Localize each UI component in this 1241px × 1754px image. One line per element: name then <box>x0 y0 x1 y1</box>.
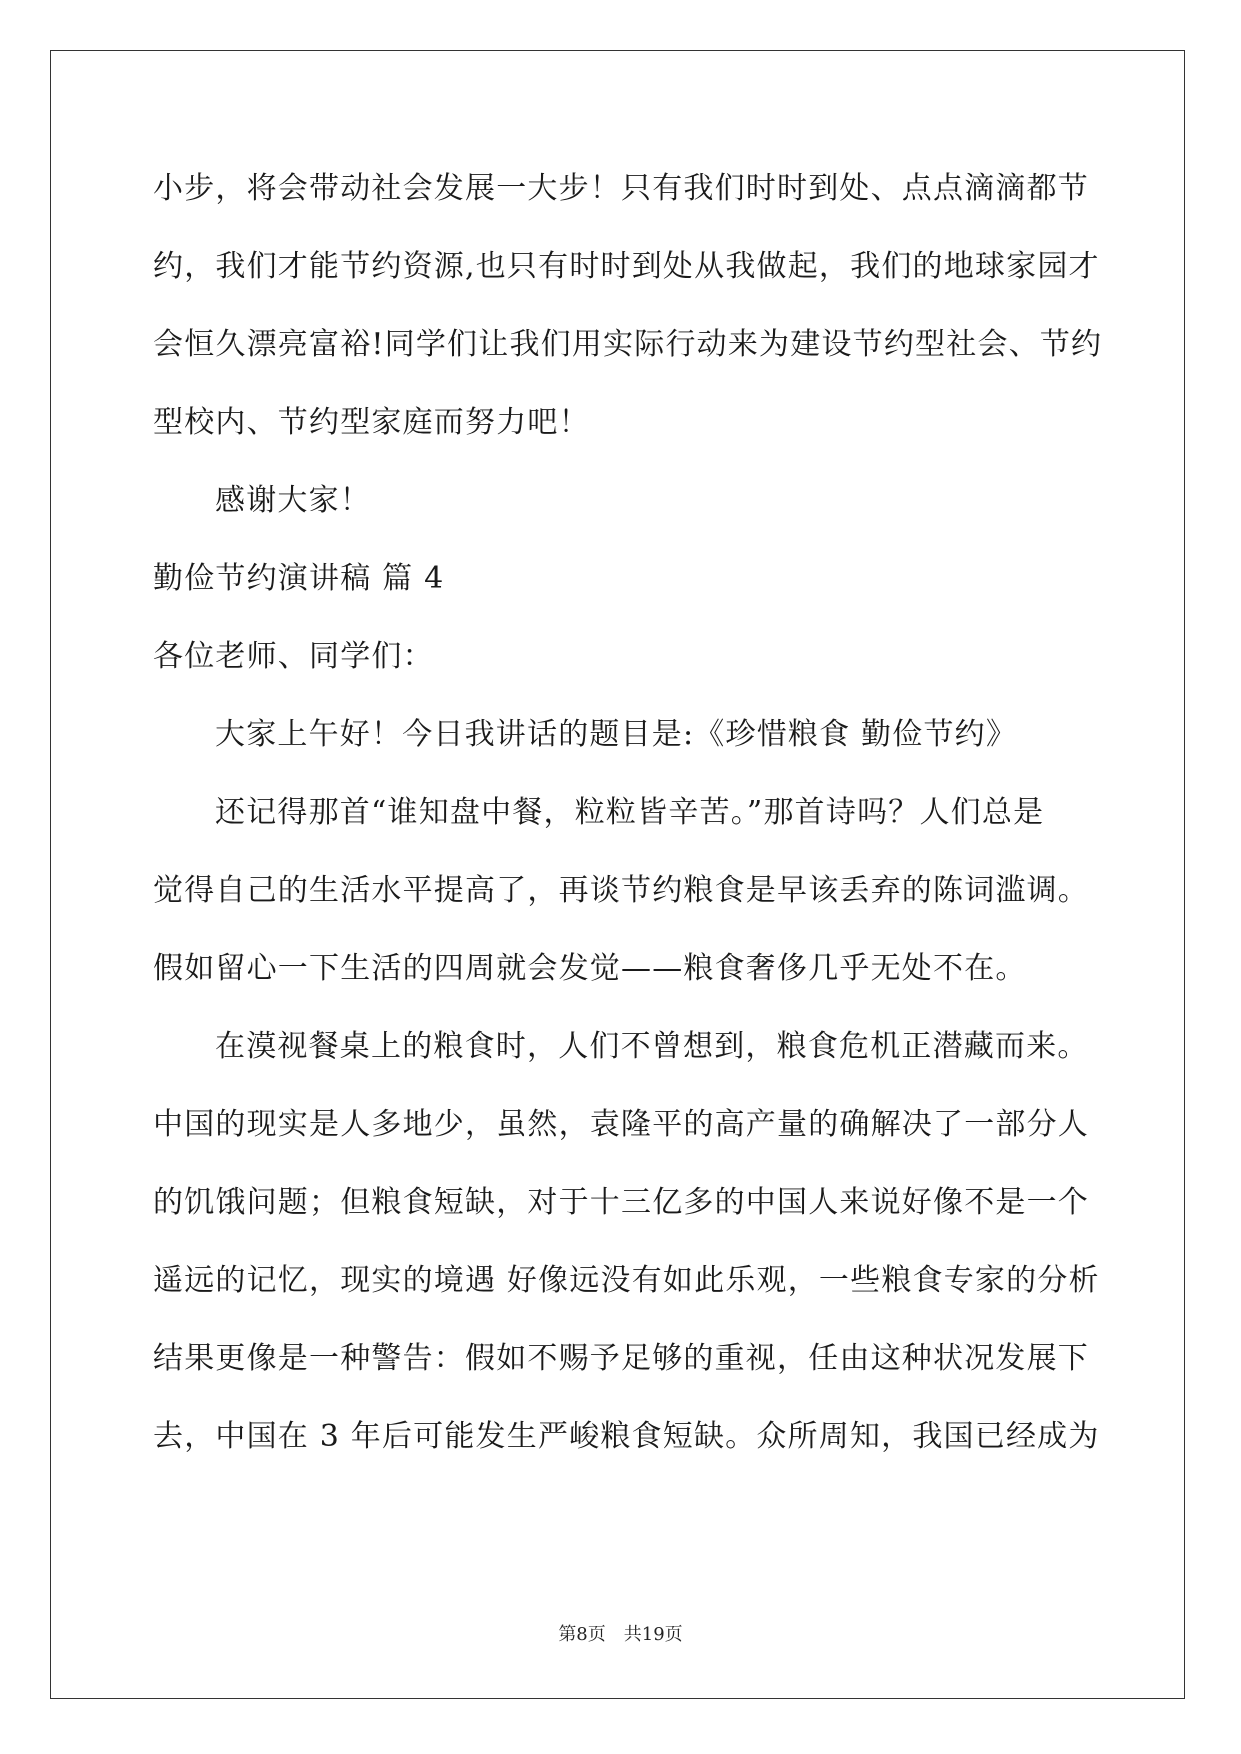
text-line: 小步，将会带动社会发展一大步！只有我们时时到处、点点滴滴都节 <box>153 171 1089 206</box>
text-line: 中国的现实是人多地少，虽然，袁隆平的高产量的确解决了一部分人 <box>153 1107 1089 1142</box>
text-line: 去，中国在 3 年后可能发生严峻粮食短缺。众所周知，我国已经成为 <box>153 1419 1100 1454</box>
salutation: 各位老师、同学们： <box>153 639 434 674</box>
text-line: 感谢大家！ <box>215 483 371 518</box>
text-line: 遥远的记忆，现实的境遇 好像远没有如此乐观，一些粮食专家的分析 <box>153 1263 1100 1298</box>
text-line: 型校内、节约型家庭而努力吧！ <box>153 405 590 440</box>
text-line: 觉得自己的生活水平提高了，再谈节约粮食是早该丢弃的陈词滥调。 <box>153 873 1089 908</box>
text-line: 大家上午好！今日我讲话的题目是:《珍惜粮食 勤俭节约》 <box>215 717 1018 752</box>
text-line: 还记得那首“谁知盘中餐，粒粒皆辛苦。”那首诗吗？人们总是 <box>215 795 1045 830</box>
text-line: 假如留心一下生活的四周就会发觉——粮食奢侈几乎无处不在。 <box>153 951 1027 986</box>
text-line: 约，我们才能节约资源,也只有时时到处从我做起，我们的地球家园才 <box>153 249 1100 284</box>
text-line: 在漠视餐桌上的粮食时，人们不曾想到，粮食危机正潜藏而来。 <box>215 1029 1089 1064</box>
page-number: 第8页 共19页 <box>558 1624 683 1645</box>
section-heading: 勤俭节约演讲稿 篇 4 <box>153 561 445 596</box>
text-line: 会恒久漂亮富裕!同学们让我们用实际行动来为建设节约型社会、节约 <box>153 327 1103 362</box>
document-body <box>153 160 1103 1486</box>
text-line: 的饥饿问题；但粮食短缺，对于十三亿多的中国人来说好像不是一个 <box>153 1185 1089 1220</box>
text-line: 结果更像是一种警告：假如不赐予足够的重视，任由这种状况发展下 <box>153 1341 1089 1376</box>
